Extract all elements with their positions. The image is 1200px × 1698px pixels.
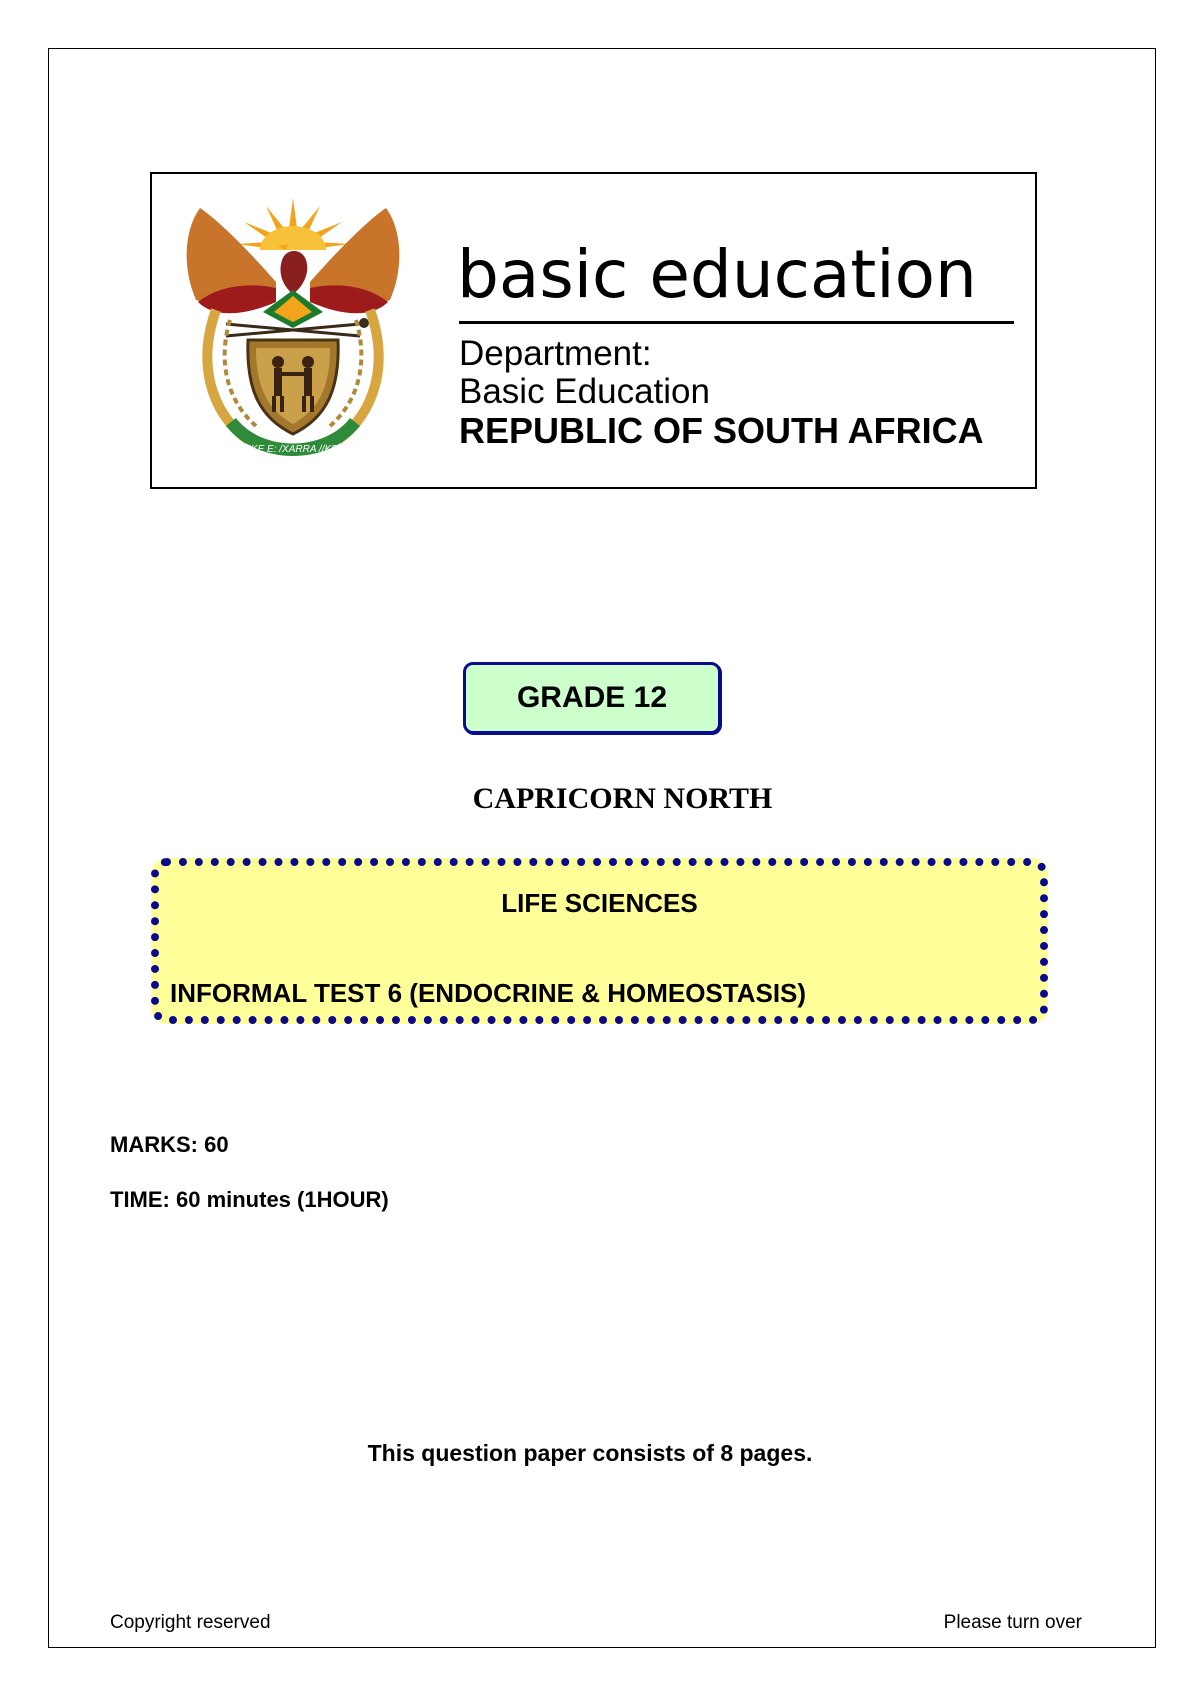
department-label: Department: bbox=[459, 334, 652, 373]
country-name: REPUBLIC OF SOUTH AFRICA bbox=[459, 410, 984, 451]
brand-divider bbox=[459, 321, 1014, 324]
test-title: INFORMAL TEST 6 (ENDOCRINE & HOMEOSTASIS) bbox=[170, 978, 807, 1008]
grade-badge: GRADE 12 bbox=[463, 662, 721, 734]
department-header bbox=[150, 172, 1037, 489]
department-name: Basic Education bbox=[459, 372, 710, 411]
coat-of-arms-motto: !KE E: /XARRA //KE bbox=[248, 444, 338, 455]
marks-info: MARKS: 60 bbox=[110, 1132, 229, 1157]
subject-box bbox=[151, 858, 1048, 1024]
brand-title: basic education bbox=[457, 236, 977, 313]
footer-turn-over: Please turn over bbox=[943, 1612, 1082, 1633]
subject-name: LIFE SCIENCES bbox=[501, 888, 698, 918]
coat-of-arms-icon bbox=[178, 190, 408, 470]
time-info: TIME: 60 minutes (1HOUR) bbox=[110, 1187, 389, 1212]
footer-copyright: Copyright reserved bbox=[110, 1612, 271, 1633]
page-count-note: This question paper consists of 8 pages. bbox=[367, 1440, 813, 1466]
district-title: CAPRICORN NORTH bbox=[472, 782, 773, 815]
